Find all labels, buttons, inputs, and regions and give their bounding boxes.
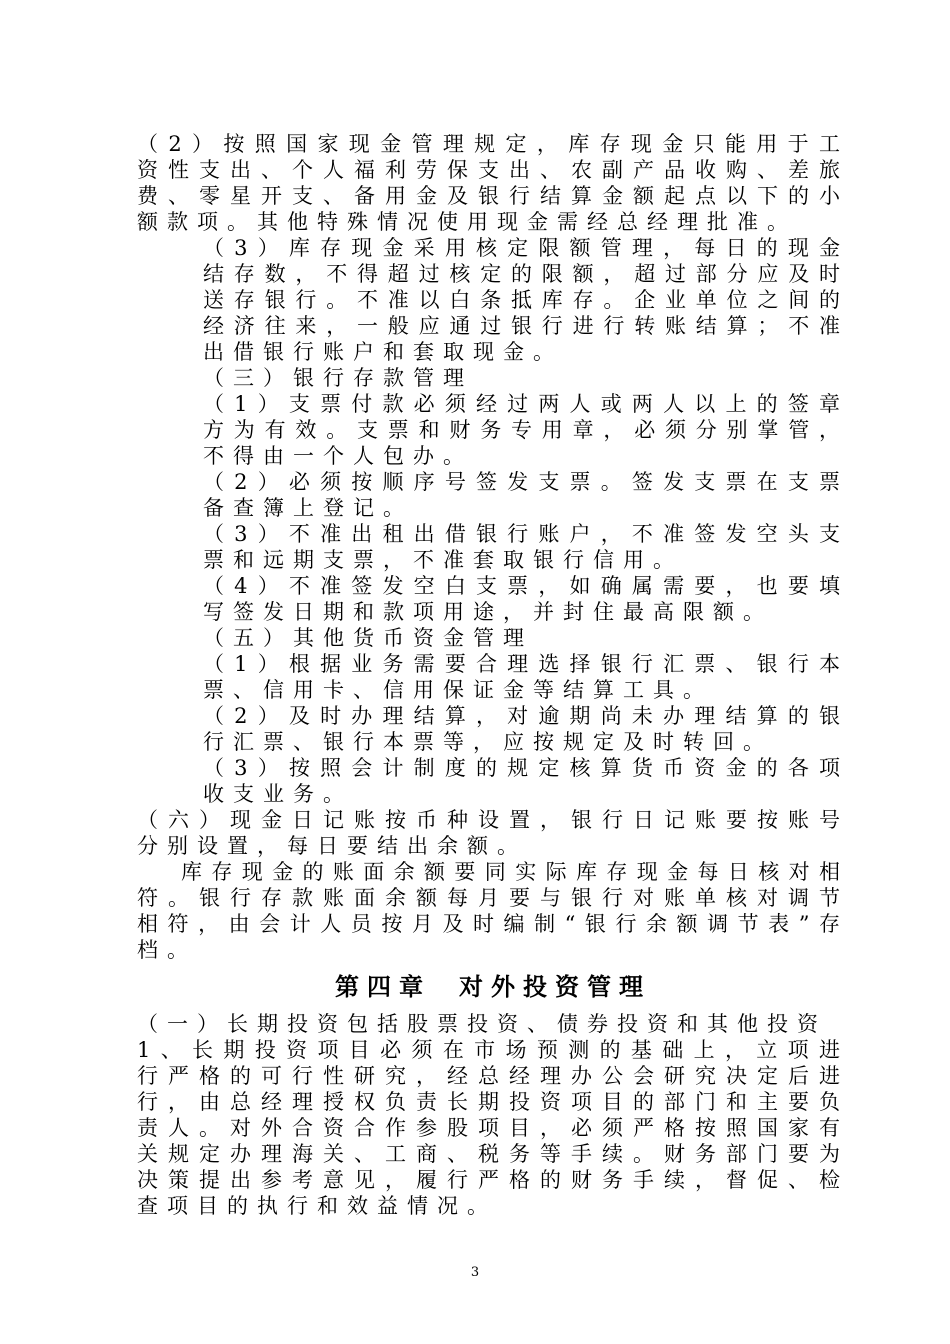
heading-other-funds: （五）其他货币资金管理: [203, 626, 533, 650]
paragraph-cash-usage: （2）按照国家现金管理规定，库存现金只能用于工资性支出、个人福利劳保支出、农副产品收购、差旅费、零星开支、备用金及银行结算金额起点以下的小额款项。其他特殊情况使用现金需经总经理批准。: [137, 132, 849, 234]
paragraph-reconciliation: 库存现金的账面余额要同实际库存现金每日核对相符。银行存款账面余额每月要与银行对账单核对调节相符，由会计人员按月及时编制“银行余额调节表”存档。: [137, 860, 849, 962]
paragraph-no-blank-check: （4）不准签发空白支票，如确属需要，也要填写签发日期和款项用途，并封住最高限额。: [203, 574, 849, 624]
paragraph-no-rent-account: （3）不准出租出借银行账户，不准签发空头支票和远期支票，不准套取银行信用。: [203, 522, 849, 572]
heading-bank-deposit: （三）银行存款管理: [203, 366, 473, 390]
paragraph-settlement-tools: （1）根据业务需要合理选择银行汇票、银行本票、信用卡、信用保证金等结算工具。: [203, 652, 849, 702]
paragraph-check-signature: （1）支票付款必须经过两人或两人以上的签章方为有效。支票和财务专用章，必须分别掌管，不得由一个人包办。: [203, 392, 849, 468]
chapter-name: 对外投资管理: [459, 972, 651, 1001]
paragraph-investment-item-1: 1、长期投资项目必须在市场预测的基础上，立项进行严格的可行性研究，经总经理办公会研究决定后进行，由总经理授权负责长期投资项目的部门和主要负责人。对外合资合作参股项目，必须严格按照国家有关规定办理海关、工商、税务等手续。财务部门要为决策提出参考意见，履行严格的财务手续，督促、检查项目的执行和效益情况。: [137, 1038, 849, 1218]
body-text: [137, 131, 849, 1219]
paragraph-journal-setup: （六）现金日记账按币种设置，银行日记账要按账号分别设置，每日要结出余额。: [137, 808, 849, 858]
indented-section: [203, 235, 849, 807]
paragraph-long-term-investment: （一）长期投资包括股票投资、债券投资和其他投资: [137, 1012, 827, 1036]
page-number: 3: [470, 1265, 480, 1280]
paragraph-timely-settlement: （2）及时办理结算，对逾期尚未办理结算的银行汇票、银行本票等，应按规定及时转回。: [203, 704, 849, 754]
chapter-title: [137, 963, 849, 1011]
paragraph-accounting-rules: （3）按照会计制度的规定核算货币资金的各项收支业务。: [203, 756, 849, 806]
paragraph-check-sequence: （2）必须按顺序号签发支票。签发支票在支票备查簿上登记。: [203, 470, 849, 520]
paragraph-cash-limit: （3）库存现金采用核定限额管理，每日的现金结存数，不得超过核定的限额，超过部分应及时送存银行。不准以白条抵库存。企业单位之间的经济往来，一般应通过银行进行转账结算；不准出借银行账户和套取现金。: [203, 236, 849, 364]
chapter-number: 第四章: [335, 972, 431, 1001]
